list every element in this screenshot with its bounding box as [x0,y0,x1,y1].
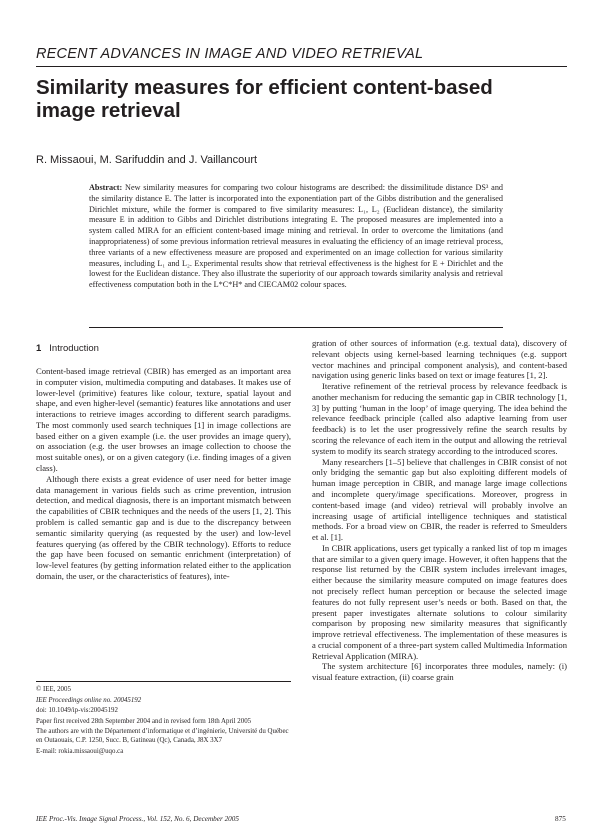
abstract-text: New similarity measures for comparing two colour histograms are described: the dissimilitude distance DS³ and the similarity distance E. The latter is incorporated into the exponentiation part of the Gibbs distribution and the generalised Dirichlet mixture, while the former is compared to five similarity measures: L₁, L₂ (Euclidean distance), the similarity measure E in addition to Gibbs and Dirichlet distributions integrating E. The proposed measures are implemented into a system called MIRA for an efficient content-based image mining and retrieval. In order to overcome the limitations (and inappropriateness) of some previous information retrieval measures in evaluating the efficiency of an image retrieval process, three variants of a new effectiveness measure are proposed and experimented on an image collection for various similarity measures, including L₁ and L₂. Experimental results show that retrieval effectiveness is the highest for E + Dirichlet and the lowest for the Euclidean distance. They also illustrate the superiority of our approach towards similarity analysis and retrieval effectiveness computation both in the L*C*H* and CIECAM02 colour spaces. [89,183,504,290]
article-title: Similarity measures for efficient content-based image retrieval [36,76,493,122]
footnote-rule [36,681,291,682]
right-column [312,338,567,683]
section-heading [36,343,99,354]
footnote-proceedings: IEE Proceedings online no. 20045192 [36,696,142,704]
left-column [36,366,291,582]
series-title: RECENT ADVANCES IN IMAGE AND VIDEO RETRIEVAL [36,46,424,62]
body-paragraph: Many researchers [1–5] believe that challenges in CBIR consist of not only bridging the semantic gap but also exploiting different models of human image perception in CBIR, and manage large image collections and incomplete query/image specifications. Moreover, progress in content-based image (and video) retrieval will probably involve an increasing usage of artificial intelligence techniques and statistical methods. For a broad view on CBIR, the reader is referred to Smeulders et al. [1]. [312,456,567,543]
page-number: 875 [555,815,566,823]
abstract-label: Abstract: [89,183,123,192]
body-paragraph: Although there exists a great evidence of user need for better image data management in various fields such as crime prevention, intrusion detection, and medical diagnosis, there is an important mismatch between the capabilities of CBIR techniques and the needs of the users [1, 2]. This problem is called semantic gap and is due to the discrepancy between semantic similarity querying (as requested by the user) and low-level features querying (as offered by the CBIR technology). Efforts to reduce the gap have been focused on semantic enrichment (interpretation) of low-level features (by getting information related either to the application domain, the user, or the characteristics of features), inte- [36,473,291,581]
body-paragraph: Iterative refinement of the retrieval process by relevance feedback is another mechanism for reducing the semantic gap in CBIR technology [1, 3] by putting ‘human in the loop’ of image querying. The idea behind the relevance feedback principle (called also adaptive learning from user feedback) is to let the user progressively refine the search results by scoring the relevance of each item in the output and allowing the retrieval system to modify its search strategy according to the introduced scores. [312,381,567,456]
body-paragraph: Content-based image retrieval (CBIR) has emerged as an important area in computer vision, multimedia computing and databases. It makes use of lower-level (primitive) features like colour, texture, spatial layout and shape, and even higher-level (semantic) features like annotations and user interactions to retrieve images according to different search paradigms. The most commonly used search techniques [1] in image collections are based either on a given example (i.e. the user provides an image query), on association (e.g. the user browses an image collection to choose the most suitable ones), or on a given category (i.e. finding images of a given class). [36,366,291,474]
section-title: Introduction [49,343,99,354]
header-rule [36,66,567,67]
body-paragraph: gration of other sources of information (e.g. textual data), discovery of relevant objects using kernel-based learning techniques (e.g. support vector machines and principal component analysis), and content-based navigation using generic links based on text or image features [1, 2]. [312,338,567,381]
footnote-copyright: © IEE, 2005 [36,686,71,693]
section-number: 1 [36,343,42,354]
abstract-rule [89,327,503,328]
body-paragraph: The system architecture [6] incorporates three modules, namely: (i) visual feature extraction, (ii) coarse grain [312,661,567,683]
footnote-received: Paper first received 28th September 2004 and in revised form 18th April 2005 [36,717,252,725]
article-authors: R. Missaoui, M. Sarifuddin and J. Vaillancourt [36,154,258,166]
journal-footer: IEE Proc.-Vis. Image Signal Process., Vol. 152, No. 6, December 2005 [36,815,239,823]
body-paragraph: In CBIR applications, users get typically a ranked list of top m images that are similar to a given query image. However, it often happens that the response list returned by the CBIR system includes irrelevant images, either because the similarity measure computed on image features does not precisely reflect human perception or because the selected image features do not fully represent user’s needs or both. Based on that, the present paper investigates alternate solutions to colour similarity comparison by proposing new similarity measures that significantly improve retrieval effectiveness. The implementation of these measures is a crucial component of a three-part system called Multimedia Information Retrieval Application (MIRA). [312,542,567,661]
footnotes [36,686,291,758]
footnote-email: E-mail: rokia.missaoui@uqo.ca [36,747,124,755]
abstract-block [89,183,503,291]
footnote-affiliation: The authors are with the Département d’informatique et d’ingénierie, Université du Québec en Outaouais, C.P. 1250, Succ. B, Gatineau (Qc), Canada, J8X 3X7 [36,728,289,744]
footnote-doi: doi: 10.1049/ip-vis:20045192 [36,707,118,715]
